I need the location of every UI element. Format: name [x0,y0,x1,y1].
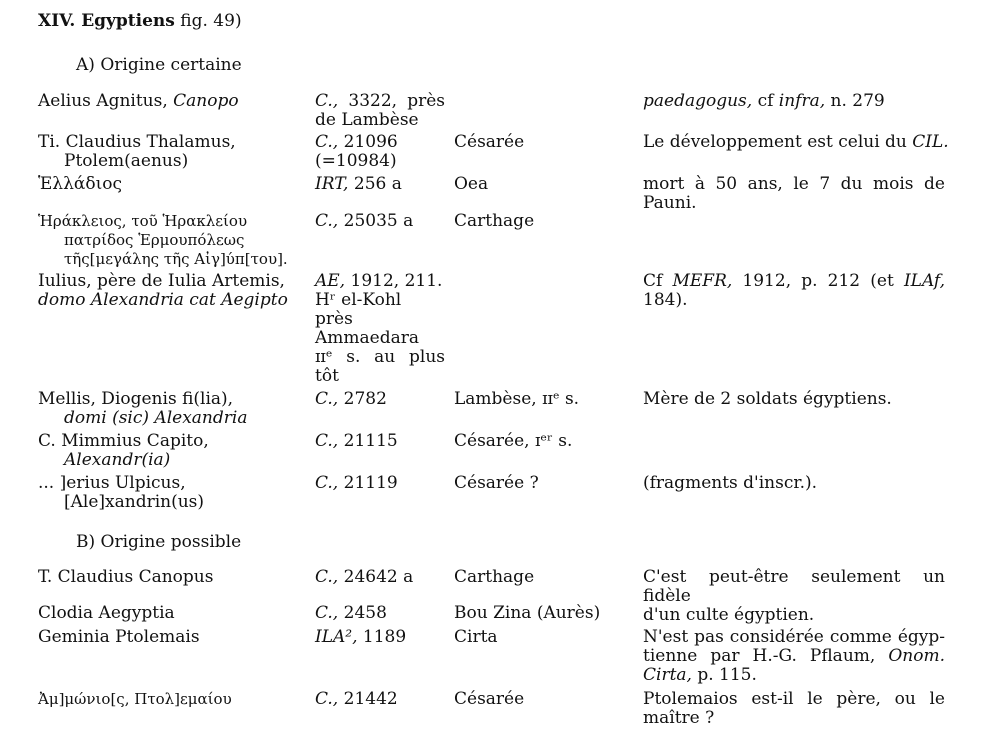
location: Césarée [454,689,525,709]
reference: ILA², 1189 [315,627,407,647]
location: Lambèse, ɪɪᵉ s. [454,389,580,409]
note: Ptolemaios est-il le père, ou le maître ? [643,689,945,728]
person-name: Geminia Ptolemais [38,627,200,647]
heading-fig: fig. 49) [180,11,242,31]
location: Césarée [454,132,525,152]
person-name: Ti. Claudius Thalamus, Ptolem(aenus) [38,132,236,171]
person-name: Ἑλλάδιος [38,174,122,194]
reference: C., 3322, près de Lambèse [315,91,445,130]
reference: C., 21096 (=10984) [315,132,398,171]
person-name: C. Mimmius Capito, Alexandr(ia) [38,431,209,470]
note: C'est peut-être seulement un fidèle d'un culte égyptien. [643,567,945,625]
section-a-heading: A) Origine certaine [76,55,242,75]
reference: C., 2782 [315,389,387,409]
reference: C., 25035 a [315,211,414,231]
reference: C., 2458 [315,603,387,623]
chapter-heading [38,12,242,31]
reference: C., 21115 [315,431,398,451]
note: N'est pas considérée comme égyp- tienne par H.-G. Pflaum, Onom. Cirta, p. 115. [643,627,945,685]
person-name: Clodia Aegyptia [38,603,175,623]
note: Le développement est celui du CIL. [643,132,949,152]
person-name: Iulius, père de Iulia Artemis, domo Alexandria cat Aegipto [38,271,288,310]
person-name: Ἀμ]μώνιο[ς, Πτολ]εμαίου [38,690,232,708]
heading-title: XIV. Egyptiens [38,11,175,31]
note: (fragments d'inscr.). [643,473,818,493]
person-name: Aelius Agnitus, Canopo [38,91,239,111]
reference: IRT, 256 a [315,174,402,194]
person-name: T. Claudius Canopus [38,567,214,587]
location: Carthage [454,567,535,587]
reference: C., 21442 [315,689,398,709]
note: paedagogus, cf infra, n. 279 [643,91,885,111]
location: Cirta [454,627,498,647]
person-name: Mellis, Diogenis fi(lia), domi (sic) Alexandria [38,389,248,428]
location: Carthage [454,211,535,231]
location: Césarée, ɪᵉʳ s. [454,431,573,451]
person-name: ... ]erius Ulpicus, [Ale]xandrin(us) [38,473,205,512]
section-b-heading: B) Origine possible [76,532,242,552]
location: Césarée ? [454,473,539,493]
location: Bou Zina (Aurès) [454,603,601,623]
note: mort à 50 ans, le 7 du mois de Pauni. [643,174,945,213]
note: Cf MEFR, 1912, p. 212 (et ILAf, 184). [643,271,946,310]
location: Oea [454,174,489,194]
reference: C., 21119 [315,473,398,493]
person-name: Ἡράκλειος, τοῦ Ἡρακλείου πατρίδος Ἑρμουπόλεως τῆς[μεγάλης τῆς Αἰγ]ύπ[του]. [38,212,288,268]
note: Mère de 2 soldats égyptiens. [643,389,892,409]
reference: AE, 1912, 211. Hʳ el-Kohl près Ammaedara ɪɪᵉ s. au plus tôt [315,271,445,386]
reference: C., 24642 a [315,567,414,587]
